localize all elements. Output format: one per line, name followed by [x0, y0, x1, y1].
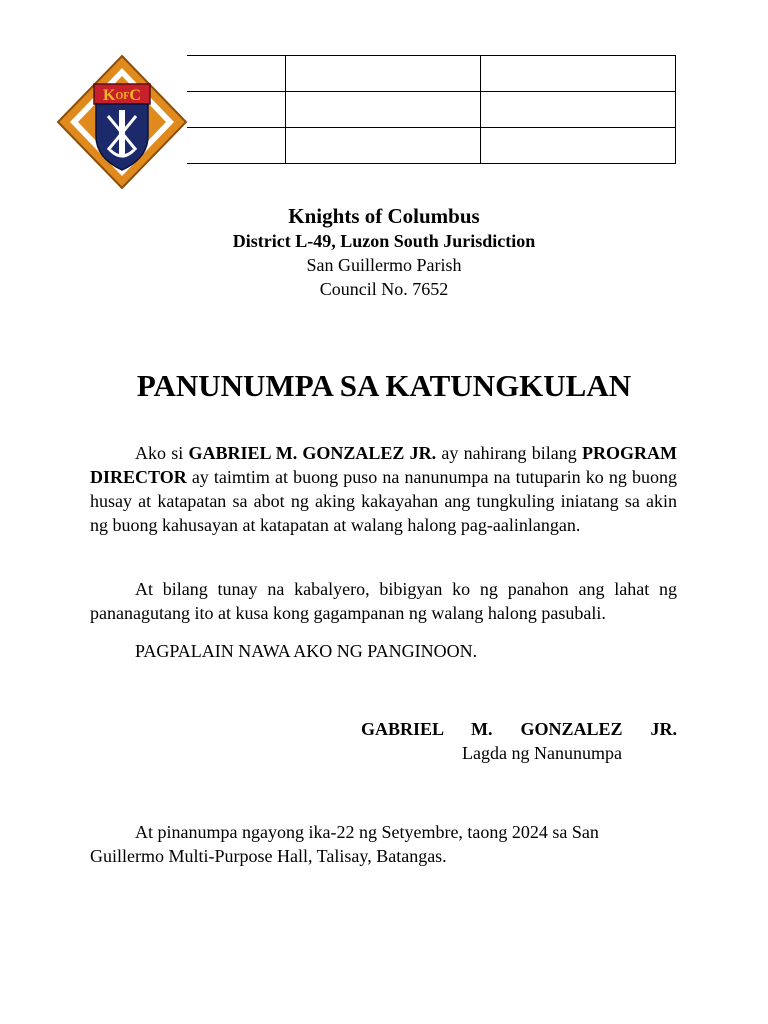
signature-name: GABRIEL M. GONZALEZ JR.: [361, 719, 677, 739]
oath-paragraph-3: PAGPALAIN NAWA AKO NG PANGINOON.: [135, 641, 478, 661]
position-title: PROGRAM DIRECTOR: [90, 443, 677, 487]
table-cell: [481, 92, 676, 128]
table-cell: [187, 56, 286, 92]
table-cell: [481, 56, 676, 92]
oath-paragraph-2: At bilang tunay na kabalyero, bibigyan ko ng panahon ang lahat ng pananagutang ito at kusa kong gagampanan ng walang halong pasubali.: [90, 579, 677, 623]
table-cell: [187, 128, 286, 164]
oath-paragraph-1: [90, 441, 677, 537]
table-cell: [286, 128, 481, 164]
attestation-paragraph: At pinanumpa ngayong ika-22 ng Setyembre, taong 2024 sa San Guillermo Multi-Purpose Hall, Talisay, Batangas.: [90, 822, 599, 866]
organization-name: Knights of Columbus: [288, 204, 480, 228]
table-row: [187, 92, 676, 128]
document-title: PANUNUMPA SA KATUNGKULAN: [136, 368, 632, 403]
knights-of-columbus-emblem-icon: [56, 54, 188, 190]
table-row: [187, 128, 676, 164]
table-row: [187, 56, 676, 92]
oath-prefix: Ako si: [135, 443, 189, 463]
parish-line: San Guillermo Parish: [306, 255, 462, 275]
district-line: District L-49, Luzon South Jurisdiction: [232, 231, 536, 251]
signature-label: Lagda ng Nanunumpa: [462, 743, 622, 763]
header-table: [187, 55, 676, 164]
table-cell: [481, 128, 676, 164]
table-cell: [187, 92, 286, 128]
svg-text:KOFC: KOFC: [103, 87, 141, 104]
oath-suffix: ay taimtim at buong puso na nanunumpa na tutuparin ko ng buong husay at katapatan sa abot ng aking kakayahan ang tungkuling iniatang sa akin ng buong kahusayan at katapatan at walang halong pag-aalinlangan.: [90, 467, 677, 535]
table-cell: [286, 92, 481, 128]
organization-header: [0, 203, 768, 301]
table-cell: [286, 56, 481, 92]
council-line: Council No. 7652: [319, 279, 449, 299]
member-name: GABRIEL M. GONZALEZ JR.: [188, 443, 437, 463]
oath-mid: ay nahirang bilang: [436, 443, 582, 463]
